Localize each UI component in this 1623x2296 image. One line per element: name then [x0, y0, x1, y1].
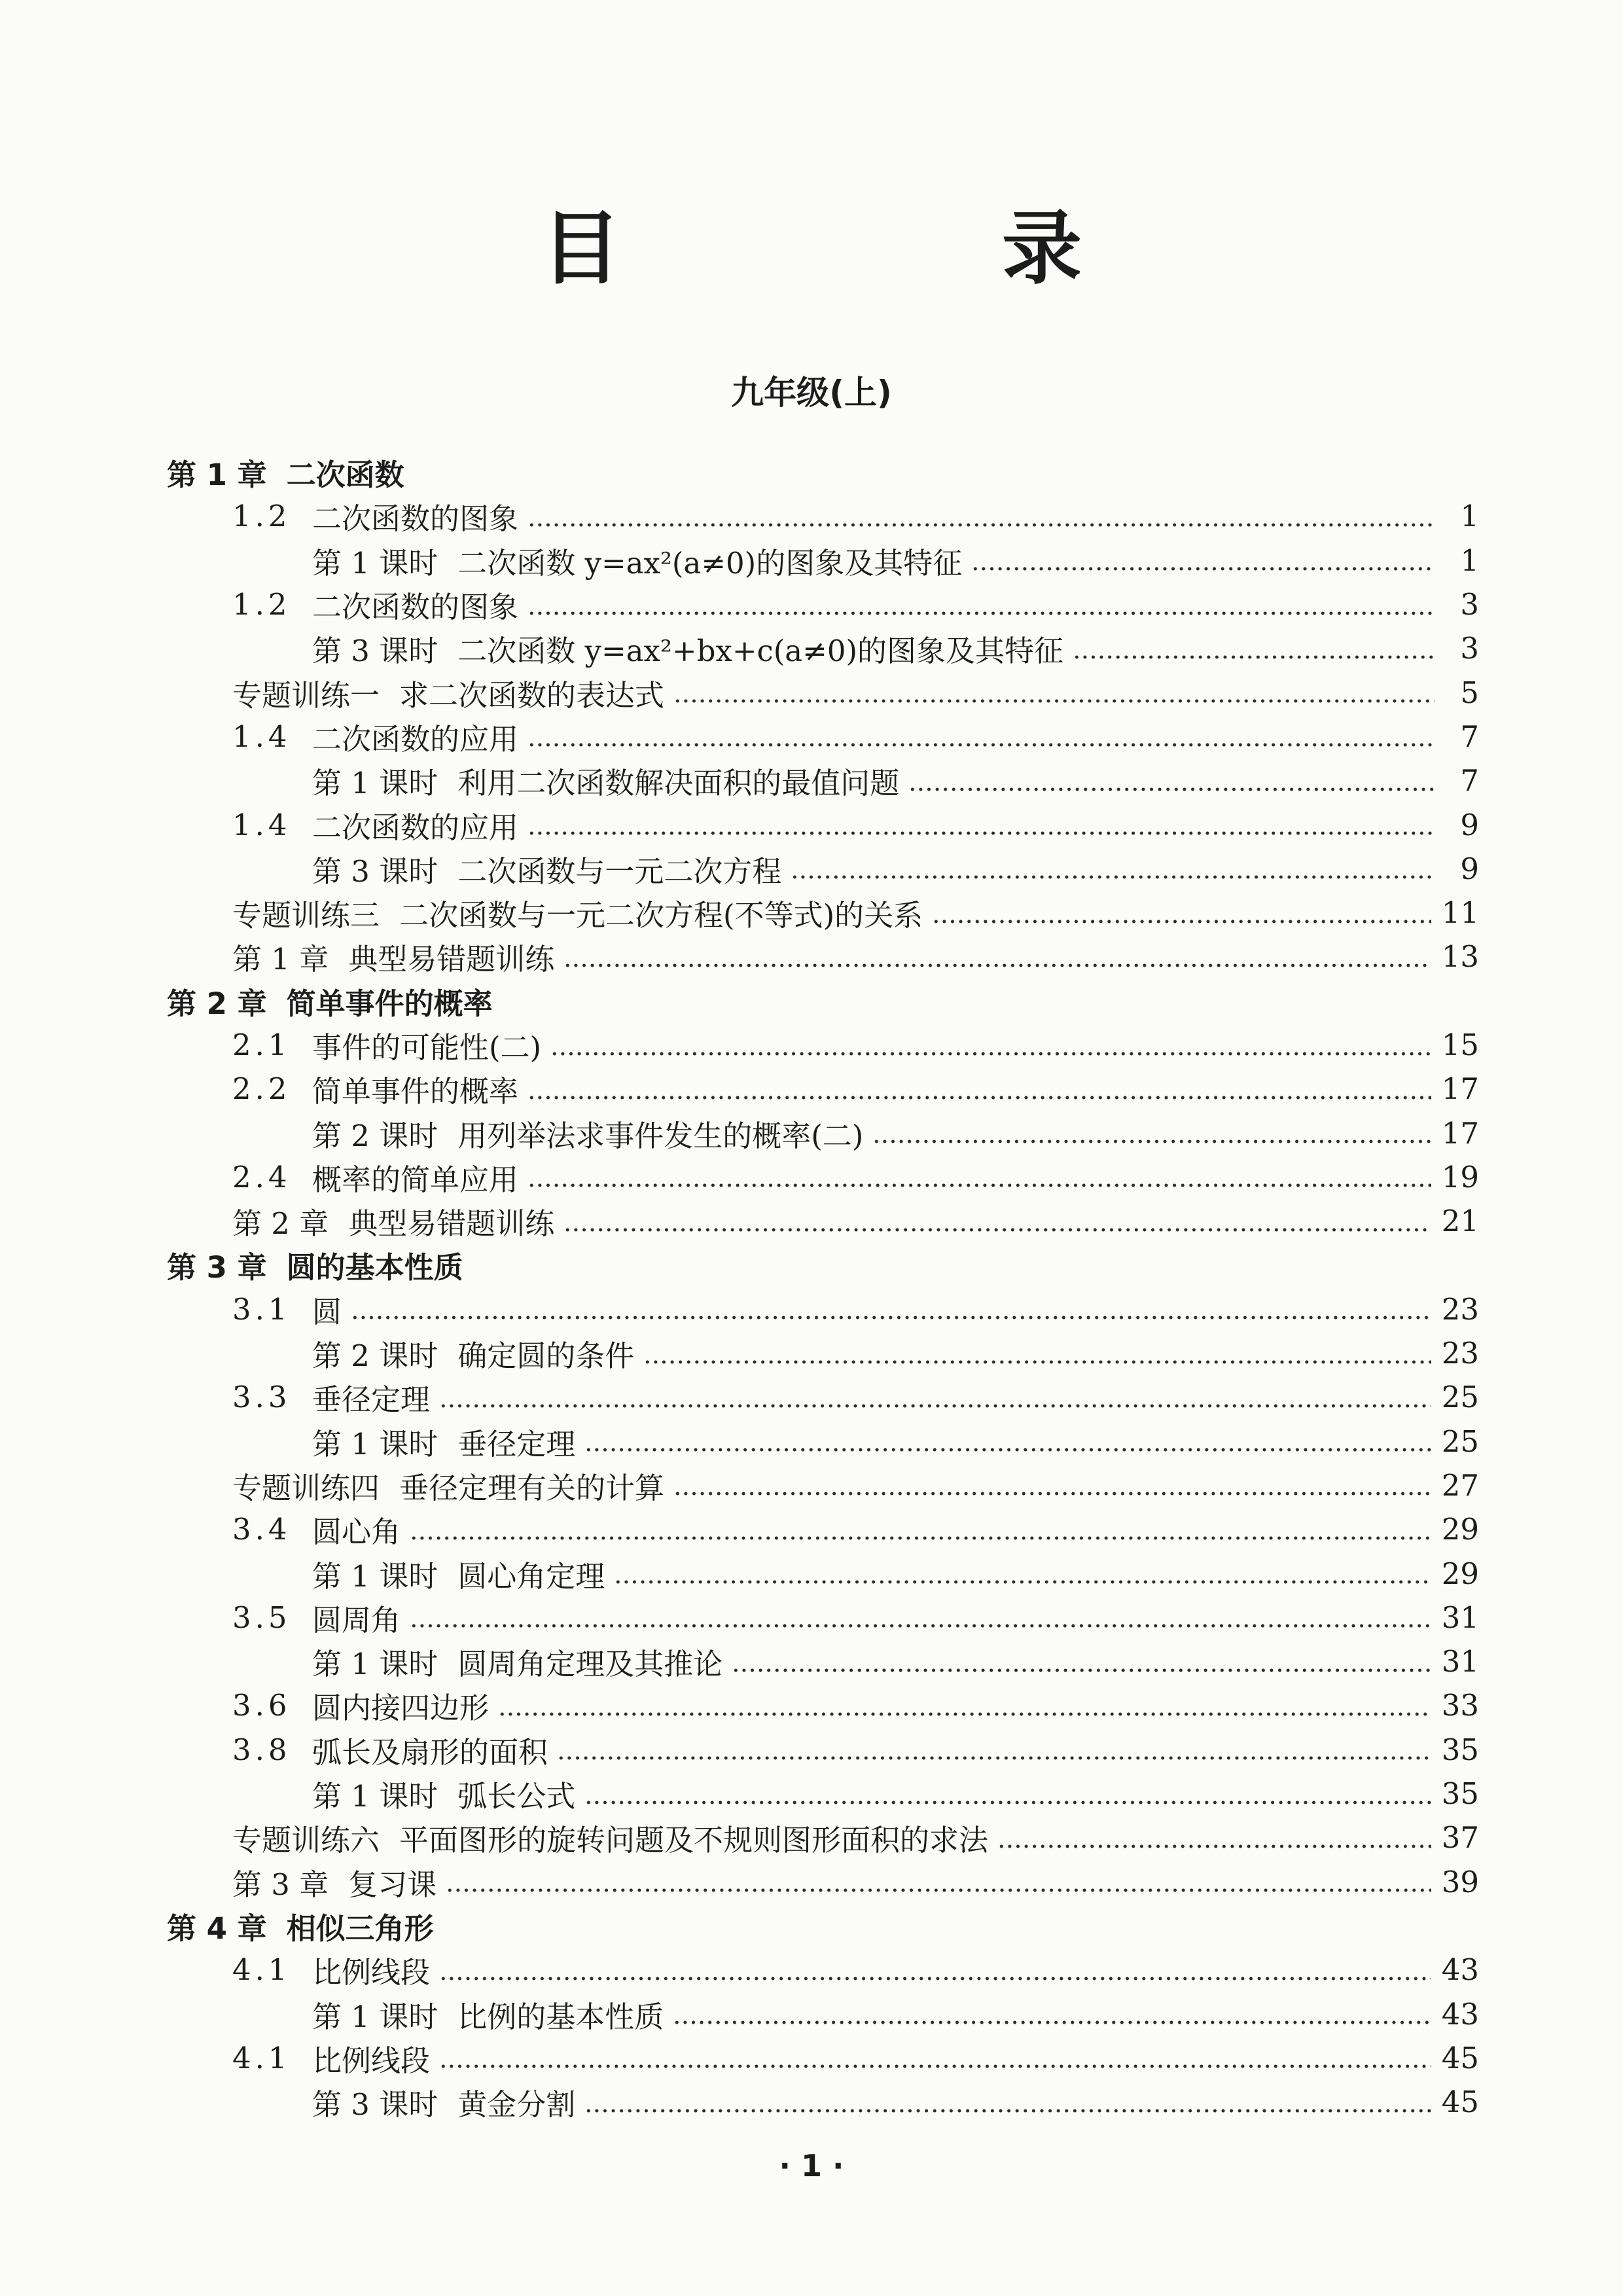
dot-leader	[557, 1734, 1431, 1765]
toc-page-number: 29	[1441, 1556, 1479, 1591]
toc-entry-title: 垂径定理	[312, 1382, 431, 1418]
toc-page-number: 37	[1441, 1820, 1479, 1856]
dot-leader	[410, 1602, 1431, 1632]
grade-heading: 九年级(上)	[731, 374, 892, 412]
toc-page-number: 23	[1441, 1336, 1479, 1371]
toc-entry	[167, 2036, 1479, 2080]
toc-entry-number: 第 2 章	[167, 986, 267, 1021]
toc-chapter-heading	[167, 1904, 1479, 1948]
toc-entry-title: 比例线段	[312, 1955, 431, 1990]
toc-entry-title: 典型易错题训练	[348, 942, 555, 977]
toc-entry	[167, 1640, 1479, 1683]
toc-page-number: 31	[1441, 1600, 1479, 1635]
toc-entry	[167, 847, 1479, 891]
toc-page-number: 43	[1441, 1996, 1479, 2032]
toc-entry-number: 2.2	[232, 1071, 291, 1107]
toc-entry-title: 求二次函数的表达式	[399, 677, 665, 713]
dot-leader	[527, 590, 1435, 620]
dot-leader	[439, 1382, 1431, 1412]
toc-page-number: 33	[1441, 1688, 1479, 1723]
toc-page-number: 1	[1460, 499, 1479, 534]
toc-entry	[167, 1111, 1479, 1155]
dot-leader	[527, 501, 1435, 531]
toc-entry-number: 第 4 章	[167, 1910, 267, 1946]
dot-leader	[673, 1470, 1431, 1500]
toc-entry	[167, 1420, 1479, 1463]
toc-entry-title: 圆心角定理	[457, 1558, 605, 1594]
page-number: · 1 ·	[779, 2148, 844, 2183]
toc-entry-title: 圆	[312, 1294, 342, 1329]
toc-entry-number: 第 1 课时	[312, 1558, 438, 1594]
toc-entry	[167, 1331, 1479, 1375]
toc-page-number: 7	[1460, 763, 1479, 798]
toc-entry-number: 4.1	[232, 1952, 291, 1988]
toc-page-number: 19	[1441, 1159, 1479, 1194]
dot-leader	[439, 2043, 1431, 2073]
toc-entry-number: 第 1 章	[167, 457, 267, 493]
toc-page-number: 9	[1460, 807, 1479, 842]
toc-entry-number: 第 3 课时	[312, 853, 438, 889]
toc-entry	[167, 759, 1479, 802]
toc-entry-number: 1.2	[232, 587, 291, 622]
toc-page-number: 35	[1441, 1732, 1479, 1767]
toc-page-number: 25	[1441, 1424, 1479, 1459]
toc-page-number: 13	[1441, 939, 1479, 975]
toc-entry-title: 二次函数的应用	[312, 810, 519, 845]
dot-leader	[550, 1030, 1431, 1060]
page-title: 目 录	[541, 201, 1232, 295]
toc-entry-title: 平面图形的旋转问题及不规则图形面积的求法	[399, 1823, 989, 1858]
toc-page-number: 1	[1460, 543, 1479, 578]
toc-entry-number: 3.3	[232, 1380, 291, 1415]
dot-leader	[410, 1515, 1431, 1545]
toc-page-number: 23	[1441, 1291, 1479, 1327]
toc-page-number: 3	[1460, 587, 1479, 622]
toc-entry-number: 第 2 章	[232, 1206, 329, 1242]
toc-entry-title: 复习课	[348, 1867, 437, 1902]
dot-leader	[908, 766, 1435, 796]
toc-entry-title: 弧长及扇形的面积	[312, 1734, 548, 1770]
dot-leader	[351, 1294, 1431, 1324]
toc-entry-number: 2.1	[232, 1028, 291, 1062]
toc-entry-number: 第 1 课时	[312, 1999, 438, 2034]
toc-page-number: 27	[1441, 1467, 1479, 1503]
toc-page-number: 7	[1460, 719, 1479, 754]
toc-entry-number: 3.5	[232, 1600, 291, 1635]
dot-leader	[584, 2087, 1431, 2117]
toc-entry-number: 第 1 课时	[312, 545, 438, 581]
toc-entry-number: 1.2	[232, 499, 291, 534]
toc-entry-title: 比例的基本性质	[457, 1999, 664, 2034]
toc-entry	[167, 583, 1479, 626]
dot-leader	[614, 1558, 1431, 1588]
toc-entry	[167, 891, 1479, 935]
dot-leader	[563, 1206, 1431, 1236]
toc-entry-number: 4.1	[232, 2040, 291, 2075]
toc-entry-number: 第 1 课时	[312, 1647, 438, 1682]
toc-entry-number: 专题训练六	[232, 1823, 380, 1858]
table-of-contents	[167, 450, 1479, 2124]
toc-entry	[167, 1683, 1479, 1727]
toc-entry	[167, 670, 1479, 714]
toc-entry-number: 第 2 课时	[312, 1118, 438, 1153]
toc-chapter-heading	[167, 450, 1479, 494]
toc-entry	[167, 1463, 1479, 1507]
toc-entry-number: 第 1 课时	[312, 1779, 438, 1814]
toc-page-number: 25	[1441, 1380, 1479, 1415]
toc-entry-number: 第 3 章	[167, 1250, 267, 1285]
toc-entry-number: 第 1 课时	[312, 1426, 438, 1462]
toc-entry	[167, 1287, 1479, 1331]
toc-entry-number: 专题训练一	[232, 677, 380, 713]
dot-leader	[791, 853, 1435, 884]
toc-entry	[167, 1067, 1479, 1111]
toc-entry-title: 用列举法求事件发生的概率(二)	[457, 1118, 864, 1153]
toc-entry	[167, 2080, 1479, 2124]
toc-entry-number: 3.1	[232, 1291, 291, 1327]
dot-leader	[673, 1999, 1431, 2029]
toc-entry	[167, 1860, 1479, 1904]
toc-entry-title: 确定圆的条件	[457, 1338, 635, 1374]
dot-leader	[527, 1074, 1431, 1104]
toc-page-number: 31	[1441, 1644, 1479, 1679]
dot-leader	[527, 1162, 1431, 1192]
dot-leader	[872, 1118, 1431, 1148]
toc-entry-title: 圆的基本性质	[286, 1250, 463, 1285]
toc-page-number: 21	[1441, 1204, 1479, 1239]
toc-entry	[167, 1992, 1479, 2036]
toc-entry-number: 3.6	[232, 1688, 291, 1723]
toc-entry	[167, 1375, 1479, 1419]
dot-leader	[446, 1867, 1431, 1897]
toc-entry-title: 二次函数 y=ax²(a≠0)的图象及其特征	[457, 545, 963, 581]
toc-entry-number: 第 1 章	[232, 942, 329, 977]
toc-entry-number: 2.4	[232, 1159, 291, 1194]
toc-entry	[167, 1772, 1479, 1816]
dot-leader	[439, 1955, 1431, 1985]
toc-entry	[167, 626, 1479, 670]
toc-entry-title: 简单事件的概率	[312, 1074, 519, 1109]
toc-entry	[167, 1199, 1479, 1243]
toc-page-number: 45	[1441, 2040, 1479, 2075]
toc-chapter-heading	[167, 1243, 1479, 1287]
toc-entry-title: 垂径定理有关的计算	[399, 1470, 665, 1505]
toc-entry	[167, 1551, 1479, 1595]
toc-entry	[167, 1596, 1479, 1640]
dot-leader	[584, 1779, 1431, 1809]
toc-page-number: 35	[1441, 1776, 1479, 1812]
toc-entry-number: 专题训练三	[232, 898, 380, 933]
dot-leader	[1073, 634, 1435, 664]
toc-entry-title: 典型易错题训练	[348, 1206, 555, 1242]
toc-page-number: 39	[1441, 1864, 1479, 1899]
toc-entry-title: 相似三角形	[286, 1910, 434, 1946]
toc-entry	[167, 935, 1479, 978]
toc-entry-number: 1.4	[232, 807, 291, 842]
dot-leader	[673, 677, 1435, 708]
toc-entry	[167, 1023, 1479, 1067]
toc-entry-title: 圆心角	[312, 1515, 401, 1550]
toc-entry-title: 简单事件的概率	[286, 986, 493, 1021]
toc-entry-title: 二次函数与一元二次方程(不等式)的关系	[399, 898, 923, 933]
toc-page-number: 45	[1441, 2085, 1479, 2120]
toc-entry-title: 二次函数的图象	[312, 590, 519, 625]
toc-entry-title: 圆周角	[312, 1602, 401, 1638]
toc-entry-title: 二次函数的图象	[312, 501, 519, 537]
dot-leader	[527, 810, 1435, 840]
toc-chapter-heading	[167, 979, 1479, 1023]
toc-entry-number: 第 3 章	[232, 1867, 329, 1902]
toc-entry-title: 弧长公式	[457, 1779, 576, 1814]
toc-entry-number: 专题训练四	[232, 1470, 380, 1505]
toc-entry-number: 3.8	[232, 1732, 291, 1767]
toc-entry	[167, 1155, 1479, 1199]
toc-entry	[167, 715, 1479, 759]
dot-leader	[584, 1426, 1431, 1456]
toc-page-number: 17	[1441, 1071, 1479, 1107]
dot-leader	[498, 1691, 1431, 1721]
toc-page-number: 3	[1460, 631, 1479, 666]
toc-entry-title: 二次函数与一元二次方程	[457, 853, 782, 889]
toc-page-number: 43	[1441, 1952, 1479, 1988]
dot-leader	[932, 898, 1431, 928]
toc-entry	[167, 494, 1479, 538]
toc-entry-title: 二次函数的应用	[312, 721, 519, 757]
toc-entry-title: 利用二次函数解决面积的最值问题	[457, 766, 900, 801]
toc-entry-title: 概率的简单应用	[312, 1162, 519, 1197]
toc-entry	[167, 802, 1479, 846]
toc-entry-title: 二次函数 y=ax²+bx+c(a≠0)的图象及其特征	[457, 634, 1064, 669]
dot-leader	[563, 942, 1431, 972]
toc-entry	[167, 539, 1479, 583]
toc-entry-title: 黄金分割	[457, 2087, 576, 2123]
toc-entry	[167, 1948, 1479, 1992]
toc-entry-title: 二次函数	[286, 457, 404, 493]
dot-leader	[732, 1647, 1431, 1677]
toc-entry	[167, 1728, 1479, 1772]
toc-entry-title: 比例线段	[312, 2043, 431, 2078]
toc-entry-number: 第 2 课时	[312, 1338, 438, 1374]
toc-page-number: 29	[1441, 1512, 1479, 1547]
toc-page-number: 11	[1441, 895, 1479, 931]
toc-page-number: 15	[1441, 1028, 1479, 1062]
toc-page-number: 9	[1460, 851, 1479, 886]
toc-page-number: 5	[1460, 675, 1479, 710]
toc-entry	[167, 1507, 1479, 1551]
toc-entry-number: 3.4	[232, 1512, 291, 1547]
dot-leader	[997, 1823, 1431, 1853]
toc-entry-title: 事件的可能性(二)	[312, 1030, 542, 1065]
toc-entry-number: 1.4	[232, 719, 291, 754]
dot-leader	[971, 545, 1435, 575]
toc-page-number: 17	[1441, 1115, 1479, 1151]
toc-entry-number: 第 3 课时	[312, 634, 438, 669]
toc-entry-number: 第 3 课时	[312, 2087, 438, 2123]
toc-entry-title: 圆周角定理及其推论	[457, 1647, 723, 1682]
dot-leader	[643, 1338, 1431, 1369]
dot-leader	[527, 721, 1435, 751]
toc-entry-title: 圆内接四边形	[312, 1691, 490, 1726]
toc-entry	[167, 1816, 1479, 1859]
toc-entry-number: 第 1 课时	[312, 766, 438, 801]
toc-entry-title: 垂径定理	[457, 1426, 576, 1462]
